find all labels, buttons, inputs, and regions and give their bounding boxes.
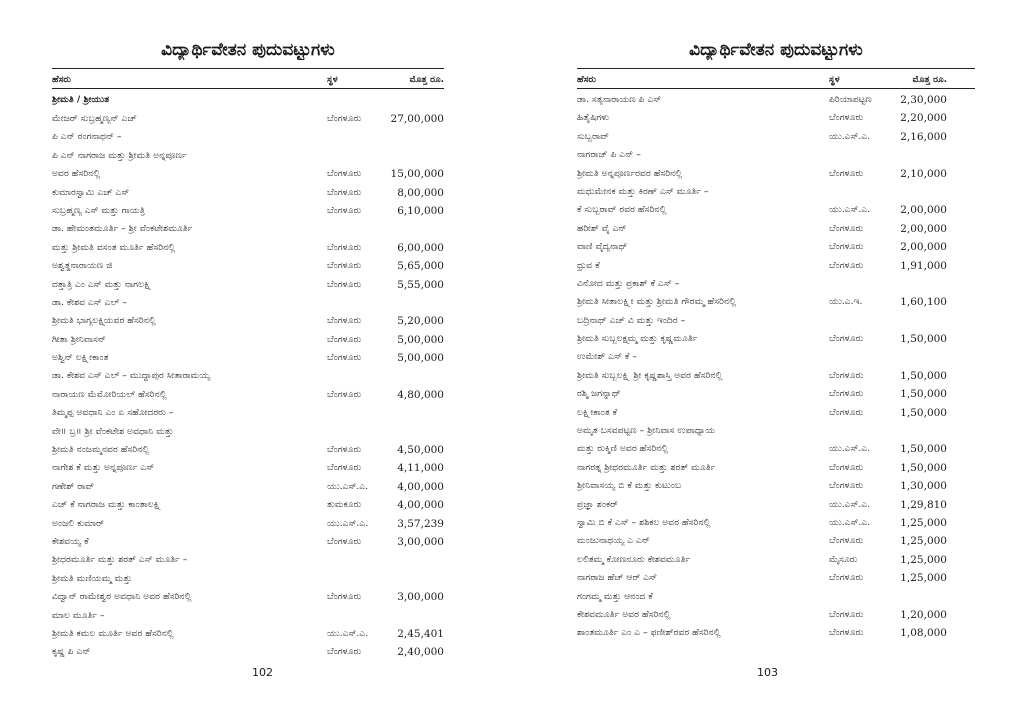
donor-name: ಶ್ರೀಮತಿ ಸುಬ್ಬಲಕ್ಷ್ಮಮ್ಮ ಮತ್ತು ಕೃಷ್ಣಮೂರ್ತಿ [577, 333, 698, 345]
table-row [577, 440, 975, 458]
donor-amount: 2,20,000 [900, 112, 947, 125]
table-row [577, 348, 975, 366]
donor-amount: 5,00,000 [397, 333, 444, 346]
donor-name: ಮತ್ತು ಶ್ರೀಮತಿ ವಸಂತ ಮೂರ್ತಿ ಹೆಸರಿನಲ್ಲಿ [52, 241, 176, 253]
table-row [577, 477, 975, 495]
donor-name: ಸ್ವಾಮಿ ಬಿ ಕೆ ಎಸ್ – ಶಶಿಕಲ ಅವರ ಹೆಸರಿನಲ್ಲಿ [577, 516, 711, 528]
table-row [577, 201, 975, 219]
table-top-rule [52, 68, 444, 69]
table-row [52, 184, 444, 202]
donor-amount: 6,10,000 [397, 204, 444, 217]
header-name: ಹೆಸರು [52, 75, 71, 85]
table-row [577, 606, 975, 624]
donor-amount: 5,00,000 [397, 352, 444, 365]
donor-amount: 2,45,401 [397, 627, 444, 640]
donor-name: ಗಣೇಶ್ ರಾವ್ [52, 480, 95, 492]
donor-place: ಬೆಂಗಳೂರು [327, 315, 362, 327]
donor-place: ಬೆಂಗಳೂರು [829, 388, 864, 400]
donor-table [52, 91, 444, 662]
donor-name: ಅಮೃತ ಬಸವಪಟ್ಟಣ – ಶ್ರೀನಿವಾಸ ಉಪಾಧ್ಯಾಯ [577, 425, 716, 437]
table-row [577, 422, 975, 440]
table-row [52, 496, 444, 514]
donor-amount: 5,20,000 [397, 315, 444, 328]
donor-amount: 1,08,000 [900, 627, 947, 640]
donor-place: ಬೆಂಗಳೂರು [829, 112, 864, 124]
donor-place: ಬೆಂಗಳೂರು [327, 462, 362, 474]
donor-place: ಯು.ಎಸ್.ಎ. [829, 204, 871, 216]
table-row [577, 588, 975, 606]
page-103 [577, 0, 975, 724]
donor-place: ಯು.ಎಸ್.ಎ. [829, 498, 871, 510]
donor-name: ಕೃಷ್ಣ ಪಿ ಎನ್ [52, 646, 91, 658]
donor-name: ನಾಗರತ್ನ ಶ್ರೀಧರಮೂರ್ತಿ ಮತ್ತು ಶರತ್ ಮೂರ್ತಿ [577, 461, 716, 473]
donor-place: ಯು.ಎಸ್.ಎ. [327, 627, 369, 639]
donor-name: ವಾಣಿ ವೈದ್ಯನಾಥ್ [577, 241, 628, 253]
header-place: ಸ್ಥಳ [829, 75, 840, 85]
page-number: 102 [252, 666, 273, 679]
donor-name: ಶ್ರೀಮತಿ ಸೀತಾಲಕ್ಷ್ಮೀ ಮತ್ತು ಶ್ರೀಮತಿ ಗೌರಮ್ಮ ಹೆಸರಿನಲ್ಲಿ [577, 296, 737, 308]
donor-name: ಮಧುಮೇನಕ ಮತ್ತು ಕಿರಣ್ ಎಸ್ ಮೂರ್ತಿ – [577, 185, 709, 197]
table-row [577, 385, 975, 403]
donor-name: ಶ್ರೀನಿವಾಸಯ್ಯ ಬಿ ಕೆ ಮತ್ತು ಕುಟುಂಬ [577, 480, 682, 492]
donor-name: ದತ್ತಾತ್ರಿ ಎಂ ಎಸ್ ಮತ್ತು ನಾಗಲಕ್ಷ್ಮಿ [52, 278, 152, 290]
table-row [52, 515, 444, 533]
table-row [52, 349, 444, 367]
table-row [52, 478, 444, 496]
donor-name: ಡಾ. ಸತ್ಯನಾರಾಯಣ ಪಿ ಎಸ್ [577, 94, 662, 105]
donor-name: ಡಾ. ಹೇಮಂತಮೂರ್ತಿ – ಶ್ರೀ ವೆಂಕಟೇಶಮೂರ್ತಿ [52, 223, 193, 235]
section-heading-row [52, 91, 444, 110]
table-row [52, 404, 444, 422]
table-row [577, 165, 975, 183]
donor-place: ಬೆಂಗಳೂರು [327, 186, 362, 198]
table-row [52, 367, 444, 385]
donor-name: ಸುಬ್ರಹ್ಮಣ್ಯ ಎಸ್ ಮತ್ತು ಗಾಯತ್ರಿ [52, 204, 145, 216]
donor-place: ಬೆಂಗಳೂರು [829, 406, 864, 418]
donor-name: ನಾರಾಯಣ ಮೆಮೋರಿಯಲ್ ಹೆಸರಿನಲ್ಲಿ [52, 388, 167, 400]
donor-amount: 1,50,000 [900, 388, 947, 401]
donor-name: ಮಂಜುನಾಥಯ್ಯ ಎ ಎನ್ [577, 535, 651, 547]
table-row [577, 293, 975, 311]
table-row [52, 147, 444, 165]
donor-place: ಬೆಂಗಳೂರು [829, 222, 864, 234]
donor-place: ಮೈಸೂರು [829, 553, 858, 565]
donor-amount: 1,20,000 [900, 608, 947, 621]
donor-name: ನಾಗೇಶ ಕೆ ಮತ್ತು ಅನ್ನಪೂರ್ಣ ಎಸ್ [52, 462, 155, 474]
table-row [52, 423, 444, 441]
table-row [577, 569, 975, 587]
donor-place: ಬೆಂಗಳೂರು [829, 461, 864, 473]
table-row [52, 294, 444, 312]
table-header-rule [577, 88, 975, 89]
donor-name: ಗೀತಾ ಶ್ರೀನಿವಾಸನ್ [52, 333, 107, 345]
donor-amount: 1,25,000 [900, 516, 947, 529]
donor-name: ಕುಮಾರಸ್ವಾಮಿ ಎಚ್ ಎಸ್ [52, 186, 130, 198]
table-row [52, 570, 444, 588]
donor-amount: 1,30,000 [900, 480, 947, 493]
table-row [577, 404, 975, 422]
donor-amount: 4,80,000 [397, 388, 444, 401]
donor-name: ಅಂಜಲಿ ಕುಮಾರ್ [52, 517, 104, 529]
table-row [52, 643, 444, 661]
donor-amount: 1,25,000 [900, 553, 947, 566]
donor-amount: 1,29,810 [900, 498, 947, 511]
donor-amount: 1,91,000 [900, 259, 947, 272]
donor-place: ಬೆಂಗಳೂರು [327, 591, 362, 603]
donor-amount: 3,00,000 [397, 535, 444, 548]
page-title: ವಿದ್ಯಾರ್ಥಿವೇತನ ಪುದುವಟ್ಟುಗಳು [161, 40, 335, 60]
donor-place: ಬೆಂಗಳೂರು [327, 260, 362, 272]
donor-amount: 1,50,000 [900, 369, 947, 382]
table-top-rule [577, 68, 975, 69]
donor-name: ಬದ್ರಿನಾಥ್ ಎಚ್ ವಿ ಮತ್ತು ಇಂದಿರ – [577, 314, 686, 326]
table-row [577, 551, 975, 569]
donor-amount: 1,50,000 [900, 333, 947, 346]
donor-name: ವಿದ್ವಾನ್ ರಾಮೇಶ್ವರ ಅವಧಾನಿ ಅವರ ಹೆಸರಿನಲ್ಲಿ [52, 591, 192, 603]
donor-name: ವೇ॥ ಬ್ರ॥ ಶ್ರೀ ವೆಂಕಟೇಶ ಅವಧಾನಿ ಮತ್ತು [52, 425, 174, 437]
donor-name: ಶ್ರೀಮತಿ / ಶ್ರೀಯುತ [52, 94, 110, 105]
table-row [52, 459, 444, 477]
donor-place: ಬೆಂಗಳೂರು [327, 444, 362, 456]
donor-name: ಮತ್ತು ರುಕ್ಮಿಣಿ ಅವರ ಹೆಸರಿನಲ್ಲಿ [577, 443, 669, 455]
donor-name: ಶ್ರೀಮತಿ ನಂಜಮ್ಮನವರ ಹೆಸರಿನಲ್ಲಿ [52, 444, 150, 456]
table-row [577, 275, 975, 293]
donor-table [577, 91, 975, 643]
donor-amount: 2,00,000 [900, 222, 947, 235]
table-row [52, 220, 444, 238]
donor-amount: 5,55,000 [397, 278, 444, 291]
donor-name: ಎಚ್ ಕೆ ನಾಗರಾಜ ಮತ್ತು ಕಾಂತಾಲಕ್ಷ್ಮಿ [52, 499, 162, 511]
donor-place: ಬೆಂಗಳೂರು [327, 241, 362, 253]
donor-amount: 2,00,000 [900, 204, 947, 217]
donor-place: ಯು.ಎಸ್.ಎ. [829, 130, 871, 142]
donor-name: ಶ್ರೀಮತಿ ಸುಬ್ಬಲಕ್ಷ್ಮಿ ಶ್ರೀ ಕೃಷ್ಣಶಾಸ್ತ್ರಿ ಅವರ ಹೆಸರಿನಲ್ಲಿ [577, 369, 723, 381]
donor-amount: 2,10,000 [900, 167, 947, 180]
table-row [52, 239, 444, 257]
donor-name: ಅಶ್ವತ್ಥನಾರಾಯಣ ಜಿ [52, 260, 113, 272]
donor-place: ಯು.ಎಸ್.ಎ. [829, 443, 871, 455]
donor-name: ನಾಗರಾಜ ಹೆಚ್ ಆರ್ ಎಸ್ [577, 572, 658, 584]
table-row [52, 128, 444, 146]
donor-place: ಬೆಂಗಳೂರು [327, 278, 362, 290]
table-row [577, 532, 975, 550]
table-row [52, 110, 444, 128]
donor-place: ಯು.ಎಸ್.ಎ. [327, 480, 369, 492]
donor-name: ಕೇಶವಯ್ಯ ಕೆ [52, 535, 89, 547]
table-row [577, 330, 975, 348]
donor-name: ನಾಗರಾಜ್ ಪಿ ಎನ್ – [577, 149, 641, 161]
table-row [577, 257, 975, 275]
donor-name: ಧ್ರುವ ಕೆ [577, 259, 600, 271]
page-number: 103 [757, 666, 778, 679]
table-row [52, 386, 444, 404]
donor-amount: 4,00,000 [397, 480, 444, 493]
table-row [577, 128, 975, 146]
header-amount: ಮೊತ್ತ ರೂ. [409, 75, 444, 85]
table-row [577, 109, 975, 127]
table-row [577, 220, 975, 238]
donor-name: ಅವರ ಹೆಸರಿನಲ್ಲಿ [52, 168, 101, 180]
table-row [52, 312, 444, 330]
donor-amount: 3,57,239 [397, 517, 444, 530]
donor-place: ಬೆಂಗಳೂರು [829, 369, 864, 381]
donor-name: ಶ್ರೀಮತಿ ಮಣಿಯಮ್ಮ ಮತ್ತು [52, 572, 132, 584]
table-row [577, 91, 975, 109]
donor-amount: 27,00,000 [390, 113, 444, 125]
donor-name: ಉಮೇಶ್ ಎಸ್ ಕೆ – [577, 351, 637, 363]
donor-name: ಹರೀಶ್ ವೈ ಎನ್ [577, 222, 627, 234]
table-header [52, 72, 444, 88]
table-row [52, 625, 444, 643]
donor-place: ಬೆಂಗಳೂರು [829, 333, 864, 345]
donor-name: ಪಿ ಎನ್ ನಾಗರಾಜ ಮತ್ತು ಶ್ರೀಮತಿ ಅನ್ನಪೂರ್ಣ [52, 149, 187, 161]
donor-amount: 3,00,000 [397, 591, 444, 604]
donor-name: ಗಂಗಮ್ಮ ಮತ್ತು ಆನಂದ ಕೆ [577, 590, 653, 602]
donor-name: ಡಾ. ಕೇಶವ ಎಸ್ ಎಲ್ – ಮುದ್ದಾಪುರ ಸೀತಾರಾಮಯ್ಯ [52, 370, 211, 382]
donor-name: ಪ್ರಜ್ಞಾ ಶಂಕರ್ [577, 498, 618, 510]
donor-place: ಬೆಂಗಳೂರು [327, 352, 362, 364]
donor-place: ಬೆಂಗಳೂರು [327, 204, 362, 216]
header-name: ಹೆಸರು [577, 75, 596, 85]
donor-place: ಬೆಂಗಳೂರು [829, 480, 864, 492]
donor-name: ಡಾ. ಕೇಶವ ಎಸ್ ಎಲ್ – [52, 296, 127, 308]
table-row [52, 607, 444, 625]
donor-name: ಮಾಲ ಮೂರ್ತಿ – [52, 609, 105, 621]
donor-name: ಶ್ರೀಮತಿ ಅನ್ನಪೂರ್ಣರವರ ಹೆಸರಿನಲ್ಲಿ [577, 167, 683, 179]
donor-name: ಶ್ರೀಮತಿ ಭಾಗ್ಯಲಕ್ಷ್ಮಿಯವರ ಹೆಸರಿನಲ್ಲಿ [52, 315, 156, 327]
donor-name: ಅಶ್ವಿನ್ ಲಕ್ಷ್ಮೀಕಾಂತ [52, 352, 109, 364]
donor-place: ಬೆಂಗಳೂರು [327, 333, 362, 345]
donor-name: ವಿನೋದ ಮತ್ತು ಪ್ರಕಾಶ್ ಕೆ ಎಸ್ – [577, 277, 680, 289]
donor-place: ಬೆಂಗಳೂರು [829, 167, 864, 179]
table-row [577, 624, 975, 642]
donor-amount: 4,50,000 [397, 444, 444, 457]
table-row [577, 312, 975, 330]
donor-place: ಬೆಂಗಳೂರು [327, 646, 362, 658]
donor-name: ರಶ್ಮಿ ಜಗನ್ನಾಥ್ [577, 388, 621, 400]
donor-place: ಯು.ಎ.ಇ. [829, 296, 863, 308]
donor-amount: 4,11,000 [397, 462, 444, 475]
donor-amount: 2,16,000 [900, 130, 947, 143]
donor-name: ಶ್ರೀಮತಿ ಕಮಲ ಮೂರ್ತಿ ಅವರ ಹೆಸರಿನಲ್ಲಿ [52, 627, 174, 639]
donor-name: ಲಕ್ಷ್ಮೀಕಾಂತ ಕೆ [577, 406, 618, 418]
donor-name: ಶ್ರೀಧರಮೂರ್ತಿ ಮತ್ತು ಶರತ್ ಎಸ್ ಮೂರ್ತಿ – [52, 554, 188, 566]
table-row [577, 367, 975, 385]
donor-name: ಹಿತೈಷಿಗಳು [577, 112, 610, 124]
donor-amount: 1,25,000 [900, 535, 947, 548]
donor-place: ಬೆಂಗಳೂರು [829, 608, 864, 620]
table-row [52, 257, 444, 275]
donor-place: ಪಿರಿಯಾಪಟ್ಟಣ [829, 94, 872, 105]
donor-amount: 4,00,000 [397, 499, 444, 512]
page-102 [52, 0, 444, 724]
donor-place: ಬೆಂಗಳೂರು [327, 535, 362, 547]
header-amount: ಮೊತ್ತ ರೂ. [912, 75, 947, 85]
table-row [52, 165, 444, 183]
table-row [52, 551, 444, 569]
table-row [577, 146, 975, 164]
donor-name: ಲಲಿತಮ್ಮ ಕೋಣನೂರು ಕೇಶವಮೂರ್ತಿ [577, 553, 691, 565]
table-header [577, 72, 975, 88]
header-place: ಸ್ಥಳ [327, 75, 338, 85]
donor-amount: 1,50,000 [900, 443, 947, 456]
donor-place: ಯು.ಎಸ್.ಎ. [829, 516, 871, 528]
table-row [577, 496, 975, 514]
donor-place: ತುಮಕೂರು [327, 499, 362, 511]
donor-place: ಬೆಂಗಳೂರು [829, 259, 864, 271]
donor-place: ಬೆಂಗಳೂರು [829, 627, 864, 639]
table-row [52, 331, 444, 349]
donor-place: ಯು.ಎಸ್.ಎ. [327, 517, 369, 529]
table-row [52, 276, 444, 294]
donor-amount: 2,40,000 [397, 646, 444, 659]
donor-amount: 1,50,000 [900, 461, 947, 474]
table-row [52, 441, 444, 459]
donor-name: ಕೆ ಸುಬ್ಬರಾವ್ ರವರ ಹೆಸರಿನಲ್ಲಿ [577, 204, 667, 216]
page-title: ವಿದ್ಯಾರ್ಥಿವೇತನ ಪುದುವಟ್ಟುಗಳು [689, 40, 863, 60]
donor-name: ಪಿ ಎನ್ ರಂಗನಾಥನ್ – [52, 131, 122, 143]
donor-amount: 6,00,000 [397, 241, 444, 254]
donor-place: ಬೆಂಗಳೂರು [829, 535, 864, 547]
donor-amount: 1,50,000 [900, 406, 947, 419]
table-header-rule [52, 88, 444, 89]
table-row [52, 202, 444, 220]
table-row [52, 533, 444, 551]
donor-name: ಮೇಜರ್ ಸುಬ್ರಹ್ಮಣ್ಯನ್ ಎಚ್ [52, 113, 137, 124]
donor-place: ಬೆಂಗಳೂರು [327, 168, 362, 180]
donor-amount: 1,60,100 [900, 296, 947, 309]
table-row [52, 588, 444, 606]
table-row [577, 183, 975, 201]
donor-name: ಶಾಂತಮೂರ್ತಿ ಎಂ ಎ – ಫಣೀಶ್‌ರವರ ಹೆಸರಿನಲ್ಲಿ [577, 627, 721, 639]
donor-place: ಬೆಂಗಳೂರು [327, 113, 362, 124]
donor-amount: 15,00,000 [390, 168, 444, 181]
table-row [577, 238, 975, 256]
donor-amount: 1,25,000 [900, 572, 947, 585]
donor-name: ಸುಬ್ಬರಾವ್ [577, 130, 610, 142]
table-row [577, 459, 975, 477]
donor-name: ತಿಮ್ಮಪ್ಪ ಅವಧಾನಿ ಎಂ ಏ ಸಹೋದರರು – [52, 407, 174, 419]
donor-name: ಕೇಶವಮೂರ್ತಿ ಅವರ ಹೆಸರಿನಲ್ಲಿ [577, 608, 671, 620]
table-row [577, 514, 975, 532]
donor-amount: 2,30,000 [900, 94, 947, 106]
donor-place: ಬೆಂಗಳೂರು [829, 572, 864, 584]
donor-place: ಬೆಂಗಳೂರು [327, 388, 362, 400]
donor-amount: 8,00,000 [397, 186, 444, 199]
donor-place: ಬೆಂಗಳೂರು [829, 241, 864, 253]
donor-amount: 5,65,000 [397, 260, 444, 273]
donor-amount: 2,00,000 [900, 241, 947, 254]
